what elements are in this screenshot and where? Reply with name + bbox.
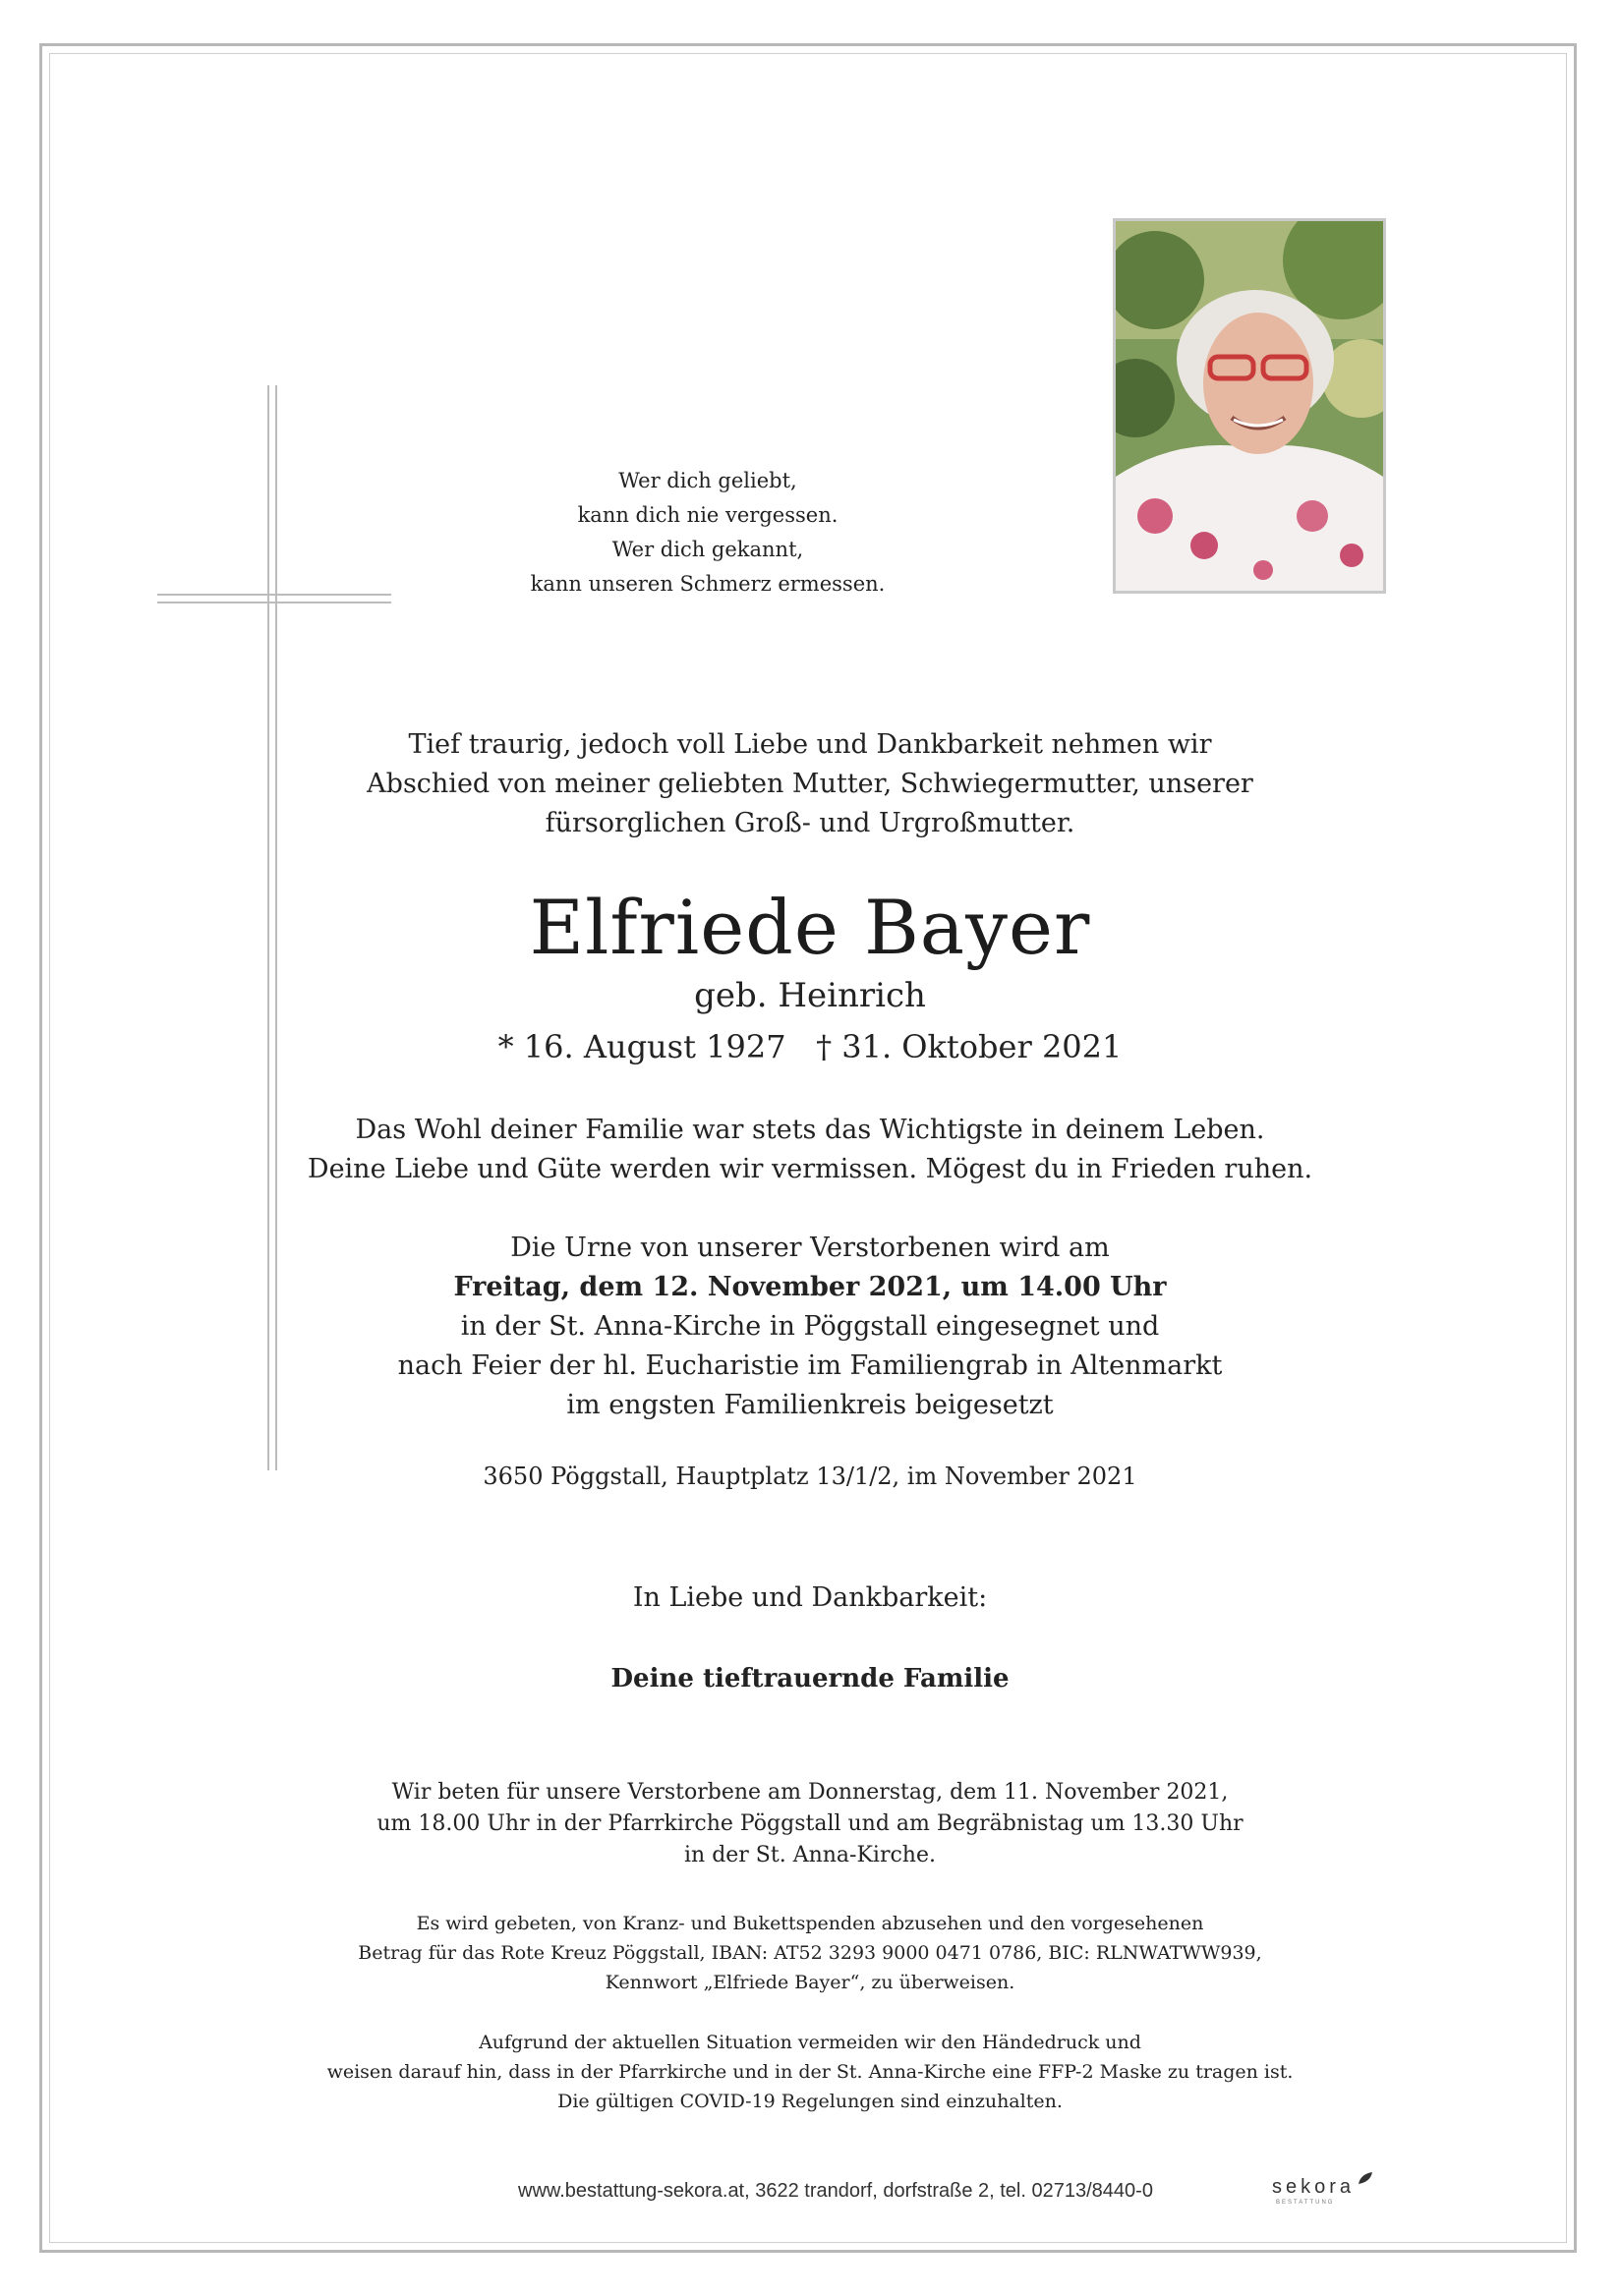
covid-notice (0, 2028, 1620, 2116)
intro-text (0, 725, 1620, 843)
life-dates (0, 1024, 1620, 1069)
closing-phrase: In Liebe und Dankbarkeit: (632, 1582, 988, 1613)
poem-line: kann unseren Schmerz ermessen. (530, 572, 886, 596)
family-signature: Deine tieftrauernde Familie (610, 1664, 1010, 1693)
deceased-name: Elfriede Bayer (529, 884, 1091, 971)
covid-line: Die gültigen COVID-19 Regelungen sind einzuhalten. (557, 2091, 1063, 2112)
intro-line: Abschied von meiner geliebten Mutter, Schwiegermutter, unserer (367, 769, 1253, 799)
prayer-line: in der St. Anna-Kirche. (684, 1843, 936, 1867)
logo-text: sekora (1272, 2176, 1356, 2198)
cross-horizontal-bar (157, 594, 391, 603)
logo-subtext: BESTATTUNG (1276, 2200, 1335, 2206)
poem (501, 464, 914, 602)
funeral-line: in der St. Anna-Kirche in Pöggstall eingesegnet und (460, 1311, 1160, 1342)
place-date: 3650 Pöggstall, Hauptplatz 13/1/2, im November 2021 (483, 1463, 1137, 1490)
donation-line: Betrag für das Rote Kreuz Pöggstall, IBAN: AT52 3293 9000 0471 0786, BIC: RLNWATWW939, (358, 1942, 1262, 1964)
leaf-icon (1357, 2170, 1374, 2188)
funeral-date: Freitag, dem 12. November 2021, um 14.00 Uhr (453, 1272, 1167, 1302)
wish-line: Deine Liebe und Güte werden wir vermissen. Mögest du in Frieden ruhen. (307, 1154, 1313, 1184)
funeral-line: im engsten Familienkreis beigesetzt (566, 1390, 1054, 1420)
poem-line: Wer dich gekannt, (611, 538, 804, 561)
poem-line: Wer dich geliebt, (618, 469, 797, 492)
poem-line: kann dich nie vergessen. (577, 503, 839, 527)
maiden-name: geb. Heinrich (694, 976, 926, 1015)
intro-line: Tief traurig, jedoch voll Liebe und Dankbarkeit nehmen wir (408, 729, 1212, 760)
footer-contact: www.bestattung-sekora.at, 3622 trandorf, dorfstraße 2, tel. 02713/8440-0 (518, 2180, 1153, 2202)
covid-line: Aufgrund der aktuellen Situation vermeiden wir den Händedruck und (479, 2032, 1141, 2053)
wish-line: Das Wohl deiner Familie war stets das Wichtigste in deinem Leben. (355, 1115, 1265, 1145)
death-date: † 31. Oktober 2021 (816, 1028, 1123, 1065)
prayer-info (0, 1777, 1620, 1871)
donation-info (0, 1909, 1620, 1997)
funeral-line: Die Urne von unserer Verstorbenen wird am (510, 1233, 1110, 1263)
sekora-logo (1272, 2168, 1380, 2208)
prayer-line: Wir beten für unsere Verstorbene am Donnerstag, dem 11. November 2021, (391, 1780, 1229, 1805)
birth-date: * 16. August 1927 (497, 1028, 786, 1065)
donation-line: Kennwort „Elfriede Bayer“, zu überweisen. (605, 1972, 1015, 1993)
intro-line: fürsorglichen Groß- und Urgroßmutter. (545, 808, 1075, 838)
covid-line: weisen darauf hin, dass in der Pfarrkirche und in der St. Anna-Kirche eine FFP-2 Maske zu tragen ist. (326, 2061, 1294, 2083)
portrait-photo (1113, 218, 1386, 594)
funeral-details (0, 1229, 1620, 1425)
portrait-illustration (1116, 221, 1383, 591)
funeral-line: nach Feier der hl. Eucharistie im Familiengrab in Altenmarkt (397, 1350, 1223, 1381)
wish-text (0, 1111, 1620, 1189)
prayer-line: um 18.00 Uhr in der Pfarrkirche Pöggstall und am Begräbnistag um 13.30 Uhr (376, 1811, 1244, 1836)
donation-line: Es wird gebeten, von Kranz- und Bukettspenden abzusehen und den vorgesehenen (416, 1913, 1204, 1934)
